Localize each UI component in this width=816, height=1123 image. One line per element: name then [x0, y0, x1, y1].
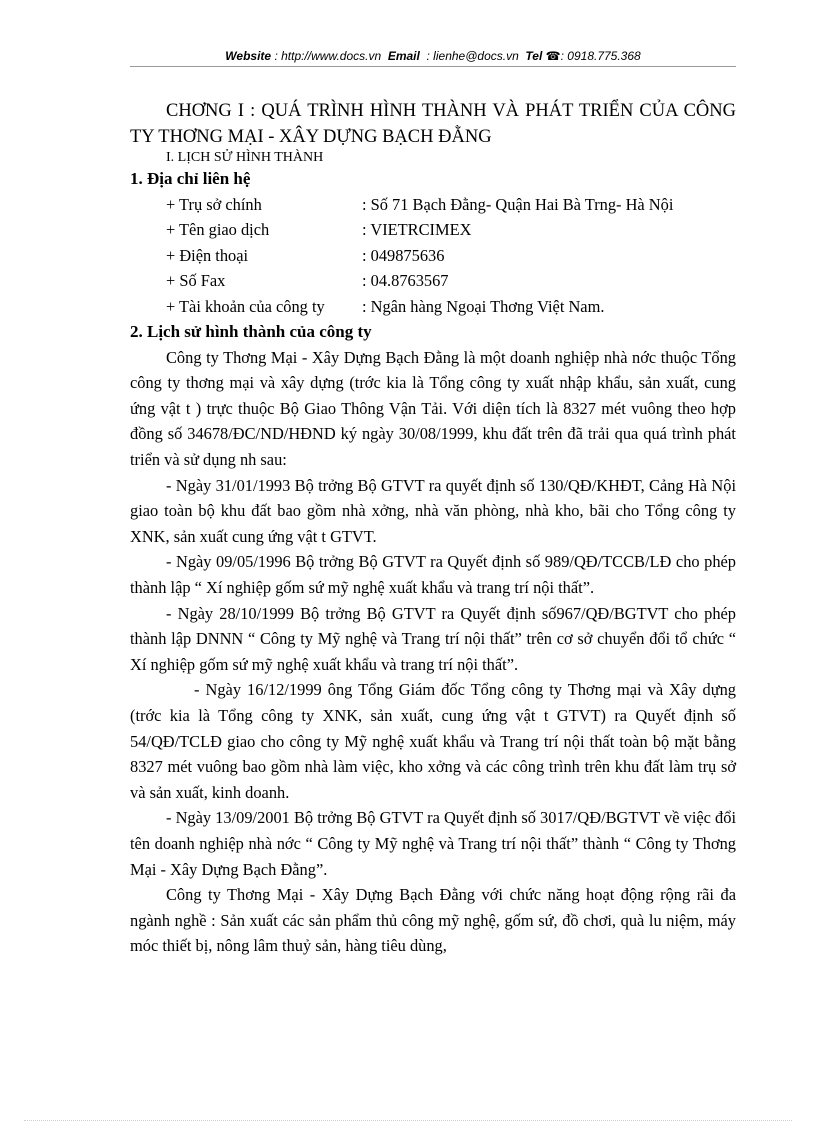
contact-value: : 049875636	[362, 245, 445, 265]
contact-label: + Trụ sở chính	[166, 194, 262, 214]
contact-value: : 04.8763567	[362, 271, 449, 291]
contact-value: : Số 71 Bạch Đằng- Quận Hai Bà Trng- Hà Nội	[362, 194, 674, 214]
contact-list	[130, 192, 736, 320]
header-divider	[130, 66, 736, 67]
contact-label: + Tên giao dịch	[166, 220, 270, 240]
contact-label: + Điện thoại	[166, 245, 249, 265]
page-header	[130, 48, 736, 68]
paragraph: - Ngày 16/12/1999 ông Tổng Giám đốc Tổng công ty Thơng mại và Xây dựng (trớc kia là Tổng công ty XNK, sản xuất, cung ứng vật t GTVT) ra Quyết định số 54/QĐ/TCLĐ giao cho công ty Mỹ nghệ xuất khẩu và Trang trí nội thất toàn bộ mặt bằng 8327 mét vuông bao gồm nhà làm việc, kho xởng và các công trình trên khu đất làm trụ sở và sản xuất, kinh doanh.	[130, 680, 736, 802]
subsection-contact-title: 1. Địa chỉ liên hệ	[130, 169, 251, 188]
section-title: I. LỊCH SỬ HÌNH THÀNH	[166, 150, 324, 165]
chapter-title: CHƠNG I : QUÁ TRÌNH HÌNH THÀNH VÀ PHÁT TRIỂN CỦA CÔNG TY THƠNG MẠI - XÂY DỰNG BẠCH ĐẰNG	[130, 101, 736, 147]
paragraph: Công ty Thơng Mại - Xây Dựng Bạch Đằng là một doanh nghiệp nhà nớc thuộc Tổng công ty thơng mại và xây dựng (trớc kia là Tổng công ty xuất nhập khẩu, sản xuất, cung ứng vật t ) trực thuộc Bộ Giao Thông Vận Tải. Với diện tích là 8327 mét vuông theo hợp đồng số 34678/ĐC/ND/HĐND ký ngày 30/08/1999, khu đất trên đã trải qua quá trình phát triển và sử dụng nh sau:	[130, 347, 736, 470]
paragraph: - Ngày 13/09/2001 Bộ trởng Bộ GTVT ra Quyết định số 3017/QĐ/BGTVT về việc đổi tên doanh nghiệp nhà nớc “ Công ty Mỹ nghệ và Trang trí nội thất” thành “ Công ty Thơng Mại - Xây Dựng Bạch Đằng”.	[130, 808, 736, 879]
contact-row	[166, 243, 736, 269]
contact-row	[166, 217, 736, 243]
contact-value: : VIETRCIMEX	[362, 220, 472, 240]
paragraph: - Ngày 09/05/1996 Bộ trởng Bộ GTVT ra Quyết định số 989/QĐ/TCCB/LĐ cho phép thành lập “ Xí nghiệp gốm sứ mỹ nghệ xuất khẩu và trang trí nội thất”.	[130, 552, 736, 598]
footer-divider	[24, 1120, 792, 1121]
contact-value: : Ngân hàng Ngoại Thơng Việt Nam.	[362, 296, 605, 316]
website-label: Website	[225, 49, 272, 63]
phone-icon: ☎	[545, 49, 561, 63]
contact-row	[166, 294, 736, 320]
contact-row	[166, 192, 736, 218]
paragraph: Công ty Thơng Mại - Xây Dựng Bạch Đằng với chức năng hoạt động rộng rãi đa ngành nghề : Sản xuất các sản phẩm thủ công mỹ nghệ, gốm sứ, đồ chơi, quà lu niệm, máy móc thiết bị, nông lâm thuỷ sản, hàng tiêu dùng,	[130, 885, 736, 956]
contact-label: + Tài khoản của công ty	[166, 296, 325, 316]
contact-label: + Số Fax	[166, 271, 226, 291]
email-value: : lienhe@docs.vn	[426, 49, 519, 63]
email-label: Email	[387, 49, 420, 63]
document-body	[130, 98, 736, 959]
subsection-history-title: 2. Lịch sử hình thành của công ty	[130, 322, 372, 342]
paragraph: - Ngày 31/01/1993 Bộ trởng Bộ GTVT ra quyết định số 130/QĐ/KHĐT, Cảng Hà Nội giao toàn bộ khu đất bao gồm nhà xởng, nhà văn phòng, nhà kho, bãi cho Tổng công ty XNK, sản xuất cung ứng vật t GTVT.	[130, 475, 736, 546]
tel-value: : 0918.775.368	[560, 49, 641, 63]
website-value: : http://www.docs.vn	[274, 49, 382, 63]
tel-label: Tel	[525, 49, 543, 63]
contact-row	[166, 268, 736, 294]
paragraph: - Ngày 28/10/1999 Bộ trởng Bộ GTVT ra Quyết định số967/QĐ/BGTVT cho phép thành lập DNNN “ Công ty Mỹ nghệ và Trang trí nội thất” trên cơ sở chuyển đổi tổ chức “ Xí nghiệp gốm sứ mỹ nghệ xuất khẩu và trang trí nội thất”.	[130, 603, 736, 674]
